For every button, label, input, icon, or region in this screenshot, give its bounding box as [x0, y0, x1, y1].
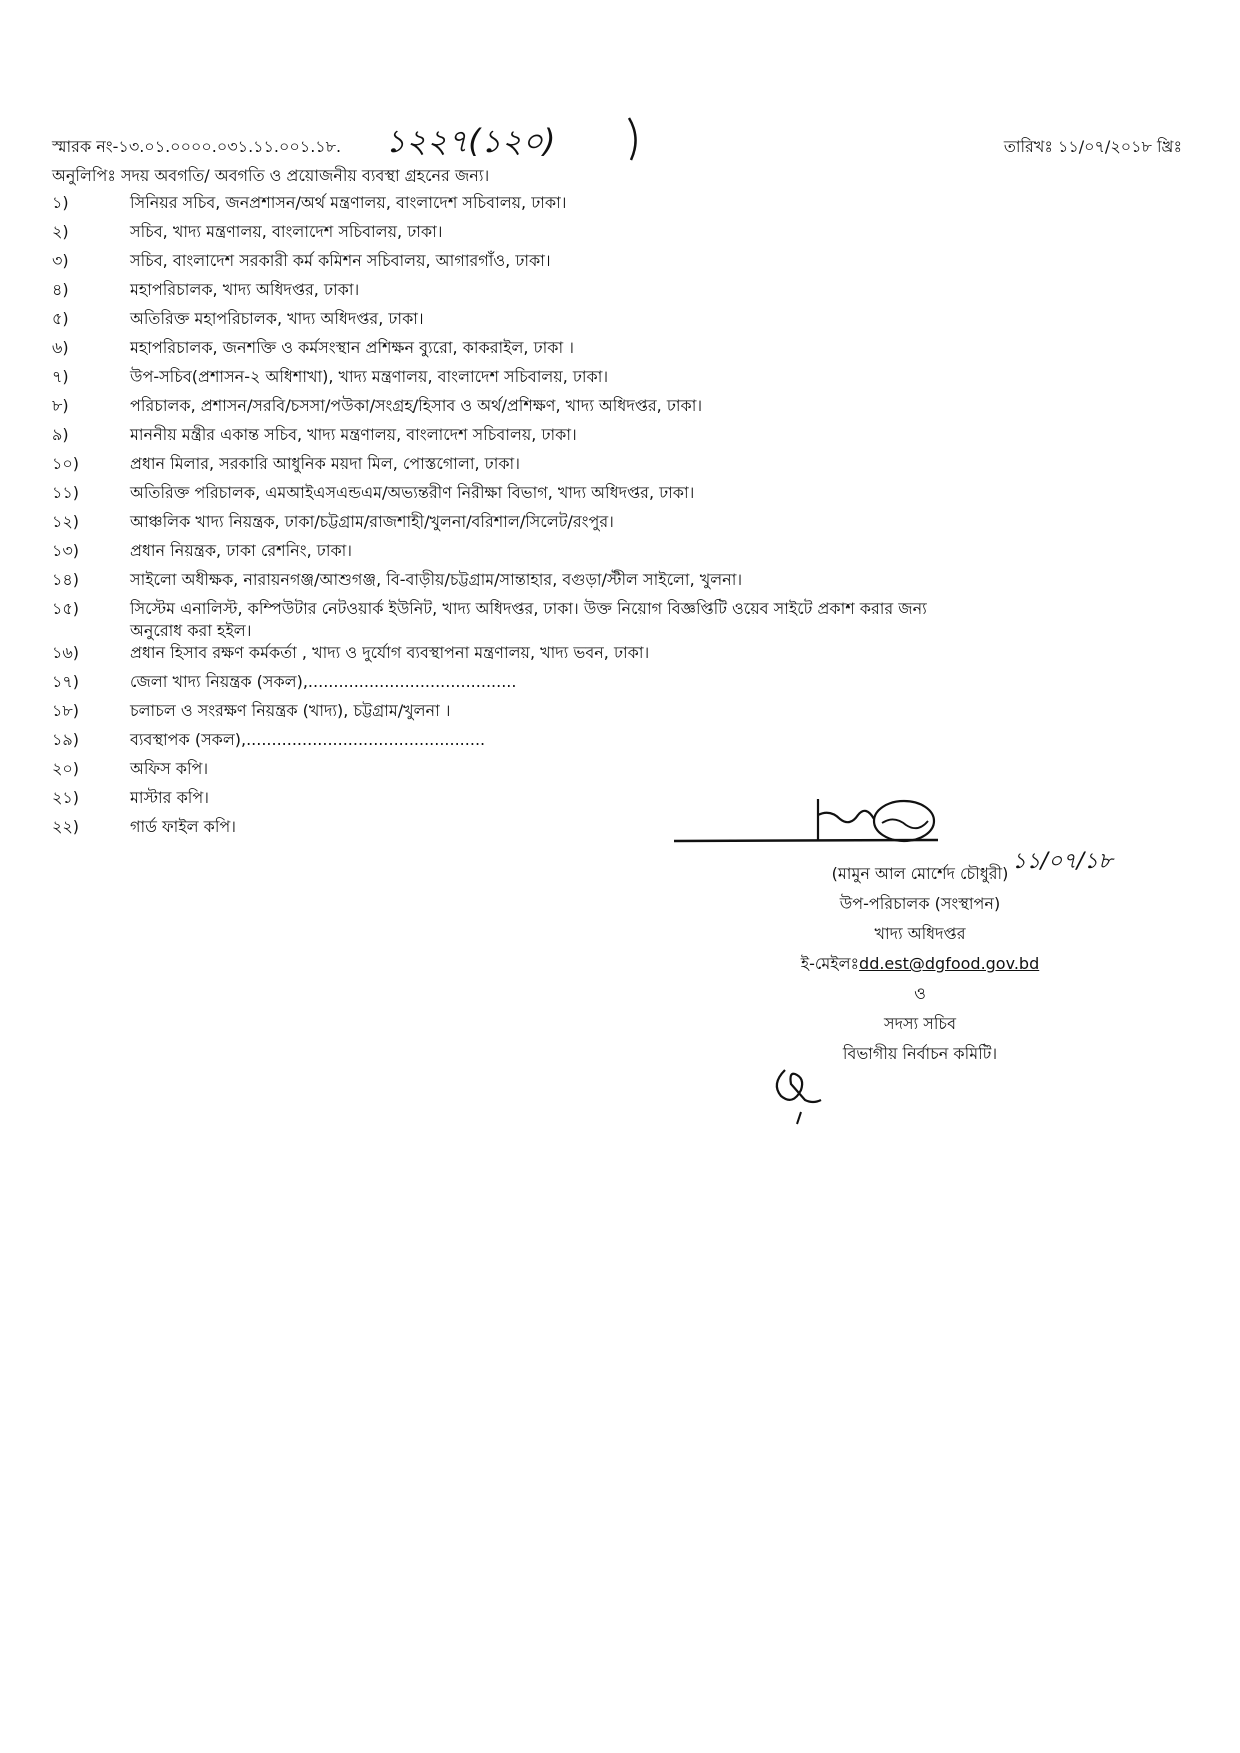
recipient-number: ১৮) — [52, 701, 80, 720]
recipient-item — [52, 642, 1182, 671]
recipient-number: ১৫) — [52, 599, 80, 618]
conjunction: ও — [914, 984, 926, 1003]
recipient-item — [52, 729, 1182, 758]
memo-header — [52, 120, 1182, 168]
recipient-text: মাননীয় মন্ত্রীর একান্ত সচিব, খাদ্য মন্ত্রণালয়, বাংলাদেশ সচিবালয়, ঢাকা। — [130, 425, 577, 444]
recipient-item — [52, 279, 1182, 308]
recipient-item — [52, 424, 1182, 453]
recipient-number: ১১) — [52, 483, 80, 502]
signatory-email-line — [770, 949, 1070, 979]
signatory-block — [770, 859, 1070, 1069]
recipient-number: ২০) — [52, 759, 80, 778]
recipient-text: চলাচল ও সংরক্ষণ নিয়ন্ত্রক (খাদ্য), চট্টগ্রাম/খুলনা । — [130, 701, 451, 720]
recipient-item — [52, 250, 1182, 279]
recipient-number: ১০) — [52, 454, 80, 473]
svg-text:১২২৭(১২০): ১২২৭(১২০) — [385, 122, 556, 160]
recipient-item — [52, 598, 1182, 642]
handwritten-initial-mark — [765, 1060, 855, 1130]
recipient-text: অতিরিক্ত পরিচালক, এমআইএসএন্ডএম/অভ্যন্তরীণ নিরীক্ষা বিভাগ, খাদ্য অধিদপ্তর, ঢাকা। — [130, 483, 695, 502]
signatory-designation: উপ-পরিচালক (সংস্থাপন) — [839, 894, 1001, 913]
recipient-text: আঞ্চলিক খাদ্য নিয়ন্ত্রক, ঢাকা/চট্টগ্রাম/রাজশাহী/খুলনা/বরিশাল/সিলেট/রংপুর। — [130, 512, 614, 531]
recipient-text: মহাপরিচালক, খাদ্য অধিদপ্তর, ঢাকা। — [130, 280, 360, 299]
signatory-office: খাদ্য অধিদপ্তর — [874, 924, 966, 943]
recipient-text: উপ-সচিব(প্রশাসন-২ অধিশাখা), খাদ্য মন্ত্রণালয়, বাংলাদেশ সচিবালয়, ঢাকা। — [130, 367, 609, 386]
email-link[interactable]: dd.est@dgfood.gov.bd — [859, 954, 1040, 973]
copy-intro: অনুলিপিঃ সদয় অবগতি/ অবগতি ও প্রয়োজনীয় ব্যবস্থা গ্রহনের জন্য। — [52, 166, 490, 185]
recipient-item — [52, 395, 1182, 424]
recipient-number: ৬) — [52, 338, 69, 357]
signatory-name: (মামুন আল মোর্শেদ চৌধুরী) — [831, 864, 1009, 883]
recipient-number: ১) — [52, 193, 69, 212]
recipient-text: প্রধান নিয়ন্ত্রক, ঢাকা রেশনিং, ঢাকা। — [130, 541, 353, 560]
signatory-role: সদস্য সচিব — [884, 1014, 956, 1033]
recipient-text: অতিরিক্ত মহাপরিচালক, খাদ্য অধিদপ্তর, ঢাকা। — [130, 309, 424, 328]
recipient-text: অফিস কপি। — [130, 759, 209, 778]
recipient-text: মাস্টার কপি। — [130, 788, 209, 807]
recipient-number: ২) — [52, 222, 69, 241]
email-label: ই-মেইলঃ — [800, 954, 860, 973]
recipient-number: ১৩) — [52, 541, 80, 560]
signatory-committee: বিভাগীয় নির্বাচন কমিটি। — [842, 1044, 998, 1063]
recipient-item — [52, 482, 1182, 511]
recipient-number: ১৪) — [52, 570, 80, 589]
recipient-text: ব্যবস্থাপক (সকল),............................................... — [130, 730, 486, 749]
recipient-number: ১৭) — [52, 672, 80, 691]
memo-date: তারিখঃ ১১/০৭/২০১৮ খ্রিঃ — [1003, 137, 1182, 156]
recipient-item — [52, 671, 1182, 700]
recipient-item — [52, 221, 1182, 250]
recipient-text: জেলা খাদ্য নিয়ন্ত্রক (সকল),......................................... — [130, 672, 517, 691]
recipient-item — [52, 758, 1182, 787]
recipient-number: ২২) — [52, 817, 80, 836]
signature-area — [670, 785, 1140, 1125]
recipient-item — [52, 511, 1182, 540]
handwritten-memo-number — [379, 114, 679, 166]
recipient-item — [52, 308, 1182, 337]
recipient-item — [52, 337, 1182, 366]
recipient-text: সিস্টেম এনালিস্ট, কম্পিউটার নেটওয়ার্ক ইউনিট, খাদ্য অধিদপ্তর, ঢাকা। উক্ত নিয়োগ বিজ্ঞপ্তিটি ওয়েব সাইটে প্রকাশ করার জন্য অনুরোধ করা হইল। — [130, 599, 927, 640]
svg-text:১১/০৭/১৮: ১১/০৭/১৮ — [1012, 849, 1113, 874]
recipient-text: সচিব, বাংলাদেশ সরকারী কর্ম কমিশন সচিবালয়, আগারগাঁও, ঢাকা। — [130, 251, 551, 270]
memo-number: স্মারক নং-১৩.০১.০০০০.০৩১.১১.০০১.১৮. — [52, 137, 342, 156]
recipient-list — [52, 192, 1182, 845]
recipient-text: মহাপরিচালক, জনশক্তি ও কর্মসংস্থান প্রশিক্ষন ব্যুরো, কাকরাইল, ঢাকা । — [130, 338, 574, 357]
recipient-text: গার্ড ফাইল কপি। — [130, 817, 237, 836]
recipient-item — [52, 366, 1182, 395]
recipient-number: ৪) — [52, 280, 69, 299]
recipient-number: ৫) — [52, 309, 69, 328]
recipient-number: ৩) — [52, 251, 69, 270]
recipient-item — [52, 453, 1182, 482]
recipient-text: সচিব, খাদ্য মন্ত্রণালয়, বাংলাদেশ সচিবালয়, ঢাকা। — [130, 222, 443, 241]
recipient-item — [52, 540, 1182, 569]
recipient-item — [52, 569, 1182, 598]
recipient-text: পরিচালক, প্রশাসন/সরবি/চসসা/পউকা/সংগ্রহ/হিসাব ও অর্থ/প্রশিক্ষণ, খাদ্য অধিদপ্তর, ঢাকা। — [130, 396, 703, 415]
recipient-text: সিনিয়র সচিব, জনপ্রশাসন/অর্থ মন্ত্রণালয়, বাংলাদেশ সচিবালয়, ঢাকা। — [130, 193, 567, 212]
recipient-number: ১২) — [52, 512, 80, 531]
recipient-number: ৭) — [52, 367, 69, 386]
recipient-number: ২১) — [52, 788, 80, 807]
recipient-item — [52, 700, 1182, 729]
recipient-number: ৯) — [52, 425, 69, 444]
recipient-number: ১৬) — [52, 643, 80, 662]
recipient-text: প্রধান মিলার, সরকারি আধুনিক ময়দা মিল, পোস্তগোলা, ঢাকা। — [130, 454, 520, 473]
recipient-item — [52, 192, 1182, 221]
recipient-number: ৮) — [52, 396, 69, 415]
recipient-number: ১৯) — [52, 730, 80, 749]
recipient-text: সাইলো অধীক্ষক, নারায়নগঞ্জ/আশুগঞ্জ, বি-বাড়ীয়/চট্টগ্রাম/সান্তাহার, বগুড়া/স্টীল সাইলো, খুলনা। — [130, 570, 743, 589]
recipient-text: প্রধান হিসাব রক্ষণ কর্মকর্তা , খাদ্য ও দুর্যোগ ব্যবস্থাপনা মন্ত্রণালয়, খাদ্য ভবন, ঢাকা। — [130, 643, 650, 662]
